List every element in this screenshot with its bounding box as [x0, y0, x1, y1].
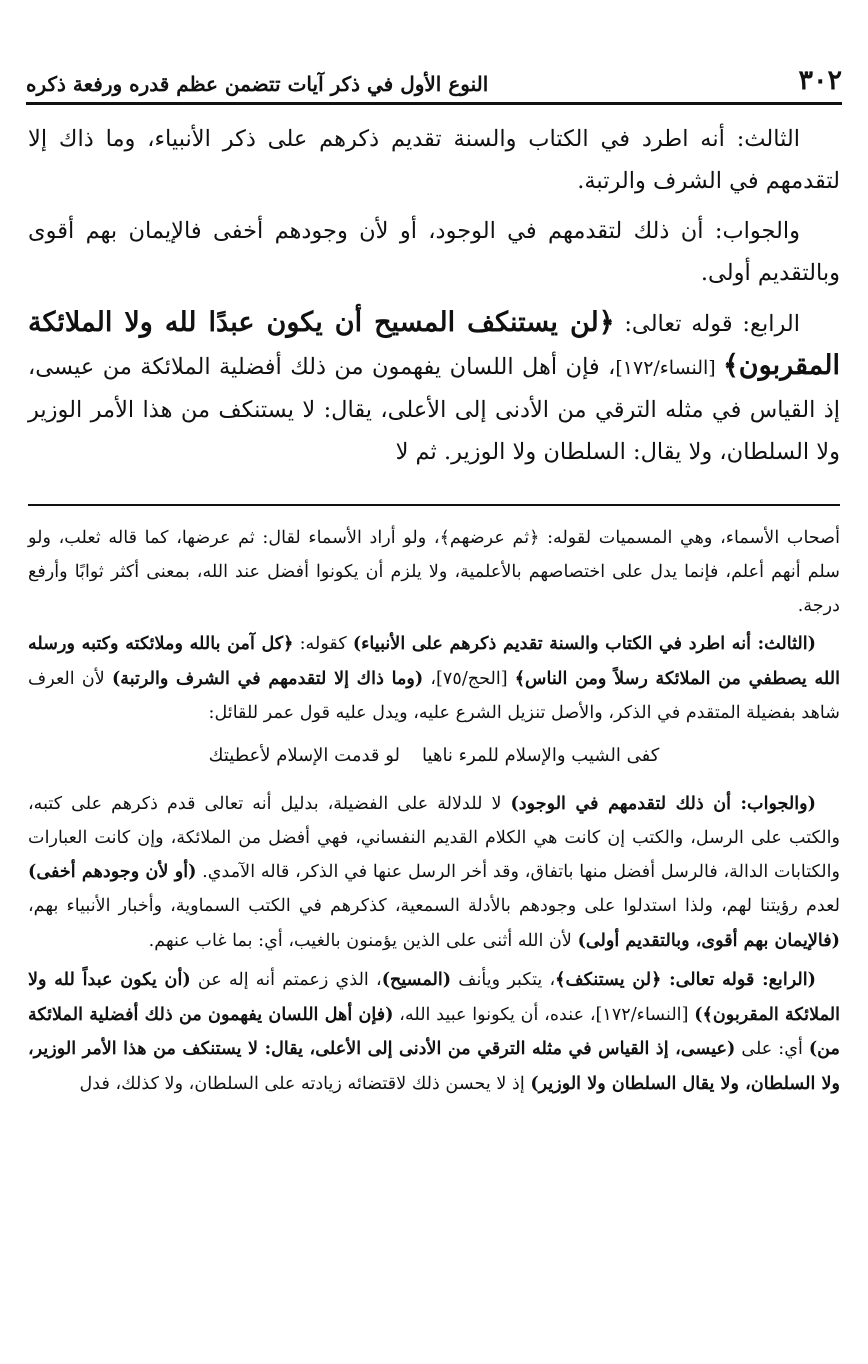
commentary-quote: (أن يكون عبداً لله ولا الملائكة المقربون﴾)	[28, 968, 840, 1025]
main-paragraph-2: والجواب: أن ذلك لتقدمهم في الوجود، أو لأن وجودهم أخفى فالإيمان بهم أقوى وبالتقديم أولى.	[28, 218, 840, 286]
commentary-quote: (فإن أهل اللسان يفهمون من ذلك أفضلية الملائكة من)	[28, 1003, 840, 1060]
commentary-quote: (وما ذاك إلا لتقدمهم في الشرف والرتبة)	[111, 668, 424, 690]
commentary-text: لأن الله أثنى على الذين يؤمنون بالغيب، أي: بما غاب عنهم.	[148, 930, 578, 951]
page-header	[26, 52, 842, 105]
paragraph-body: ، فإن أهل اللسان يفهمون من ذلك أفضلية الملائكة من عيسى، إذ القياس في مثله الترقي من الأدنى إلى الأعلى، يقال: لا يستنكف من هذا الأمر الوزير ولا السلطان، ولا يقال: السلطان ولا الوزير. ثم لا	[28, 354, 840, 465]
commentary-quote: (الرابع: قوله تعالى: ﴿لن يستنكف﴾	[555, 968, 816, 990]
commentary-text: لعدم رؤيتنا لهم، ولذا استدلوا على وجودهم بالأدلة السمعية، كذكرهم في الكتب السماوية، وأخبار الأنبياء بهم،	[28, 896, 840, 917]
commentary-quote: (أو لأن وجودهم أخفى)	[28, 861, 197, 883]
commentary	[28, 522, 840, 1106]
commentary-text: لأن العرف شاهد بفضيلة المتقدم في الذكر، والأصل تنزيل الشرع عليه، ويدل عليه قول عمر للقائل:	[28, 669, 840, 723]
commentary-text: [النساء/١٧٢]، عنده، أن يكونوا عبيد الله،	[393, 1004, 695, 1025]
commentary-text: أي: على	[735, 1039, 809, 1060]
verse-first-hemistich: كفى الشيب والإسلام للمرء ناهيا	[422, 744, 660, 766]
commentary-text: ، الذي زعمتم أنه إله عن	[190, 969, 382, 990]
commentary-quote: (الثالث: أنه اطرد في الكتاب والسنة تقديم ذكرهم على الأنبياء)	[352, 633, 816, 655]
commentary-text: لا للدلالة على الفضيلة، بدليل أنه تعالى قدم ذكرهم على كتبه، والكتب على الرسل، والكتب إن كانت هي الكلام القديم النفساني، فهي أفضل من الملائكة، وإن كانت العبارات والكتابات الدالة، فالرسل أفضل منها باتفاق، وقد أخر الرسل عنها في الذكر، قاله الآمدي.	[28, 793, 841, 883]
commentary-quote: (عيسى، إذ القياس في مثله الترقي من الأدنى إلى الأعلى، يقال: لا يستنكف من هذا الأمر الوزير، ولا السلطان، ولا يقال السلطان ولا الوزير)	[28, 1038, 840, 1095]
running-title: النوع الأول في ذكر آيات تتضمن عظم قدره ورفعة ذكره	[26, 72, 489, 96]
verse-reference: [النساء/١٧٢]	[615, 357, 723, 379]
commentary-paragraph-2	[28, 627, 840, 730]
commentary-paragraph-1: أصحاب الأسماء، وهي المسميات لقوله: ﴿ثم عرضهم﴾، ولو أراد الأسماء لقال: ثم عرضها، كما قاله ثعلب، ولو سلم أنهم أعلم، فإنما يدل على اختصاصهم بالأعلمية، ولا يلزم أن يكونوا أفضل عند الله، بمعنى أكثر ثوابًا وأرفع درجة.	[28, 528, 840, 616]
commentary-text: إذ لا يحسن ذلك لاقتضائه زيادته على السلطان، ولا كذلك، فدل	[79, 1074, 531, 1095]
quran-quote: ﴿لن يستنكف المسيح أن يكون عبدًا لله ولا الملائكة المقربون﴾	[28, 307, 840, 381]
commentary-quote: (فالإيمان بهم أقوى، وبالتقديم أولى)	[577, 929, 840, 951]
commentary-text: كقوله:	[293, 634, 353, 655]
commentary-text: [الحج/٧٥]،	[423, 669, 515, 690]
commentary-quote: (المسيح)	[381, 968, 452, 990]
main-text	[28, 118, 840, 481]
commentary-text: ، يتكبر ويأنف	[451, 969, 556, 990]
paragraph-intro: الرابع: قوله تعالى:	[614, 311, 800, 337]
commentary-quote: ﴿كل آمن بالله وملائكته وكتبه ورسله الله يصطفي من الملائكة رسلاً ومن الناس﴾	[28, 633, 840, 690]
commentary-paragraph-4	[28, 963, 840, 1102]
poetry-verse	[28, 739, 840, 773]
verse-second-hemistich: لو قدمت الإسلام لأعطيتك	[208, 744, 401, 766]
commentary-paragraph-3	[28, 787, 840, 959]
page-number: ٣٠٢	[798, 65, 842, 96]
footnote-divider	[28, 504, 840, 506]
main-paragraph-3	[28, 302, 840, 473]
main-paragraph-1: الثالث: أنه اطرد في الكتاب والسنة تقديم ذكرهم على ذكر الأنبياء، وما ذاك إلا لتقدمهم في الشرف والرتبة.	[28, 126, 840, 194]
commentary-quote: (والجواب: أن ذلك لتقدمهم في الوجود)	[510, 792, 816, 814]
